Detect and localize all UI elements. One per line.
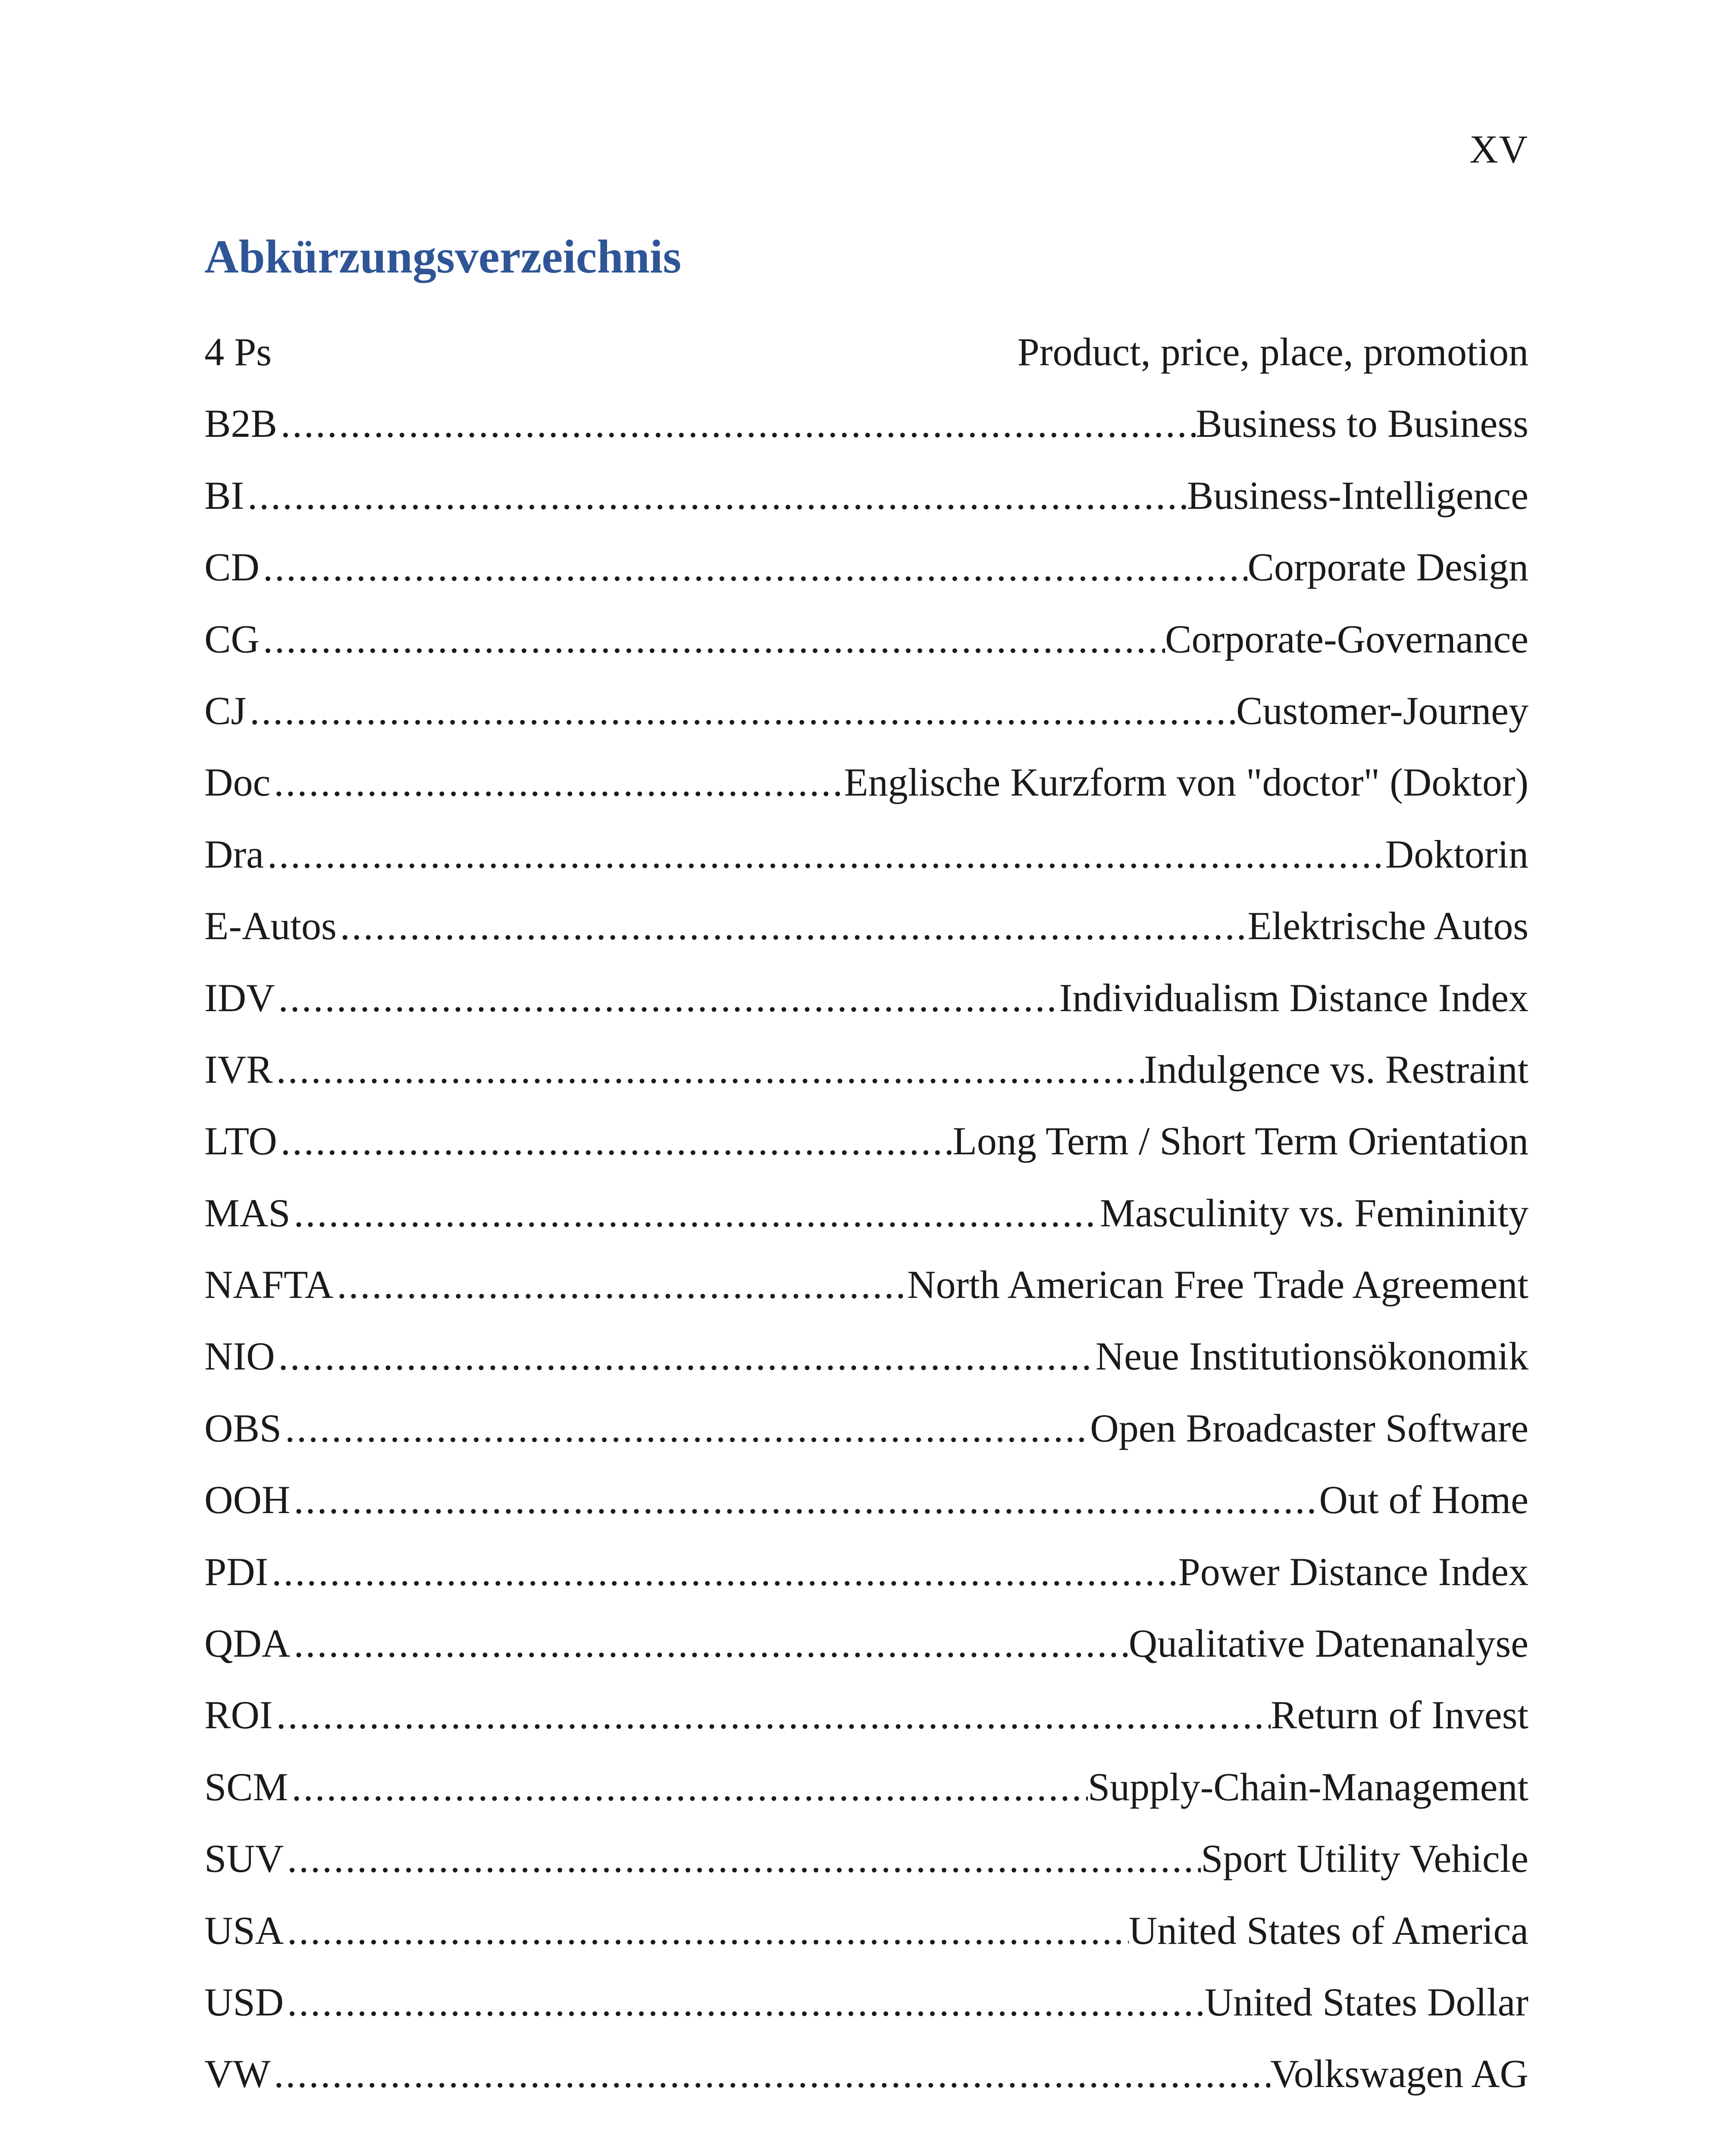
abbreviation-entry <box>204 1193 1528 1265</box>
abbreviation-term: USD <box>204 1980 284 2024</box>
abbreviation-term: SUV <box>204 1836 284 1881</box>
abbreviation-entry <box>204 1047 1528 1121</box>
abbreviation-term: LTO <box>204 1119 277 1163</box>
dot-leader <box>333 1265 907 1304</box>
abbreviation-entry <box>204 1982 1528 2054</box>
abbreviation-definition: Doktorin <box>1385 832 1528 876</box>
abbreviation-entry <box>204 619 1528 691</box>
dot-leader <box>290 1480 1319 1520</box>
dot-leader <box>284 1911 1129 1950</box>
dot-leader <box>272 1050 1144 1089</box>
abbreviation-term: MAS <box>204 1191 291 1235</box>
dot-leader <box>260 619 1165 659</box>
abbreviation-term: USA <box>204 1908 284 1952</box>
abbreviation-term: Dra <box>204 832 264 876</box>
abbreviation-list <box>204 332 1528 2126</box>
abbreviation-term: CD <box>204 545 260 589</box>
abbreviation-entry <box>204 401 1528 475</box>
abbreviation-term: B2B <box>204 401 277 446</box>
abbreviation-entry <box>204 1623 1528 1695</box>
abbreviation-entry <box>204 547 1528 619</box>
abbreviation-entry <box>204 1265 1528 1336</box>
abbreviation-definition: Corporate Design <box>1247 545 1528 589</box>
abbreviation-entry <box>204 1549 1528 1623</box>
dot-leader <box>270 2054 1270 2093</box>
abbreviation-definition: Open Broadcaster Software <box>1090 1406 1528 1450</box>
abbreviation-definition: North American Free Trade Agreement <box>907 1263 1528 1307</box>
abbreviation-definition: Qualitative Datenanalyse <box>1128 1621 1528 1666</box>
abbreviation-entry <box>204 1480 1528 1551</box>
abbreviation-entry <box>204 332 1528 404</box>
abbreviation-entry <box>204 1908 1528 1982</box>
abbreviation-definition: Out of Home <box>1319 1478 1528 1522</box>
abbreviation-entry <box>204 1336 1528 1408</box>
abbreviation-term: NAFTA <box>204 1263 334 1307</box>
abbreviation-term: CJ <box>204 688 247 733</box>
abbreviation-definition: United States Dollar <box>1204 1980 1528 2024</box>
abbreviation-entry <box>204 1836 1528 1910</box>
abbreviation-definition: Customer-Journey <box>1236 688 1528 733</box>
dot-leader <box>288 1767 1088 1807</box>
abbreviation-definition: United States of America <box>1128 1908 1528 1952</box>
page-heading: Abkürzungsverzeichnis <box>204 230 682 283</box>
abbreviation-definition: Sport Utility Vehicle <box>1201 1836 1528 1881</box>
dot-leader <box>246 691 1236 730</box>
abbreviation-definition: Indulgence vs. Restraint <box>1144 1047 1528 1091</box>
dot-leader <box>268 1552 1178 1592</box>
page-number: XV <box>1469 127 1528 171</box>
dot-leader <box>244 476 1187 515</box>
abbreviation-entry <box>204 762 1528 834</box>
abbreviation-term: IVR <box>204 1047 273 1091</box>
abbreviation-entry <box>204 1121 1528 1193</box>
abbreviation-entry <box>204 975 1528 1050</box>
abbreviation-entry <box>204 1764 1528 1839</box>
abbreviation-definition: Return of Invest <box>1271 1693 1528 1737</box>
abbreviation-entry <box>204 834 1528 906</box>
abbreviation-term: PDI <box>204 1549 269 1594</box>
abbreviation-term: QDA <box>204 1621 291 1666</box>
abbreviation-definition: Masculinity vs. Femininity <box>1099 1191 1528 1235</box>
dot-leader <box>284 1982 1205 2022</box>
dot-leader <box>272 1695 1271 1735</box>
abbreviation-definition: Product, price, place, promotion <box>1017 330 1528 374</box>
abbreviation-definition: Supply-Chain-Management <box>1087 1764 1528 1809</box>
abbreviation-term: Doc <box>204 760 271 805</box>
abbreviation-definition: Long Term / Short Term Orientation <box>952 1119 1528 1163</box>
abbreviation-entry <box>204 688 1528 762</box>
dot-leader <box>277 404 1196 443</box>
dot-leader <box>337 906 1248 946</box>
abbreviation-term: IDV <box>204 975 275 1020</box>
abbreviation-term: NIO <box>204 1334 275 1379</box>
dot-leader <box>270 762 844 802</box>
dot-leader <box>282 1408 1090 1448</box>
dot-leader <box>277 1121 953 1161</box>
dot-leader <box>284 1839 1201 1878</box>
abbreviation-definition: Elektrische Autos <box>1247 904 1528 948</box>
abbreviation-entry <box>204 906 1528 978</box>
abbreviation-entry <box>204 1695 1528 1767</box>
abbreviation-term: OBS <box>204 1406 282 1450</box>
dot-leader <box>290 1623 1128 1663</box>
dot-leader <box>264 834 1385 874</box>
abbreviation-term: CG <box>204 617 260 661</box>
abbreviation-entry <box>204 473 1528 547</box>
abbreviation-definition: Volkswagen AG <box>1270 2052 1528 2096</box>
abbreviation-definition: Business to Business <box>1196 401 1528 446</box>
abbreviation-definition: Englische Kurzform von "doctor" (Doktor) <box>844 760 1528 805</box>
abbreviation-definition: Neue Institutionsökonomik <box>1095 1334 1528 1379</box>
abbreviation-term: BI <box>204 473 244 517</box>
abbreviation-entry <box>204 2054 1528 2125</box>
abbreviation-entry <box>204 1408 1528 1480</box>
abbreviation-term: ROI <box>204 1693 273 1737</box>
abbreviation-definition: Individualism Distance Index <box>1059 975 1528 1020</box>
abbreviation-term: OOH <box>204 1478 291 1522</box>
abbreviation-term: E-Autos <box>204 904 337 948</box>
dot-leader <box>275 1336 1096 1376</box>
abbreviation-term: SCM <box>204 1764 288 1809</box>
abbreviation-definition: Corporate-Governance <box>1165 617 1528 661</box>
abbreviation-definition: Business-Intelligence <box>1187 473 1528 517</box>
dot-leader <box>275 978 1059 1018</box>
abbreviation-term: 4 Ps <box>204 330 272 374</box>
abbreviation-definition: Power Distance Index <box>1178 1549 1528 1594</box>
dot-leader <box>290 1193 1099 1233</box>
abbreviation-term: VW <box>204 2052 271 2096</box>
dot-leader <box>260 547 1248 587</box>
